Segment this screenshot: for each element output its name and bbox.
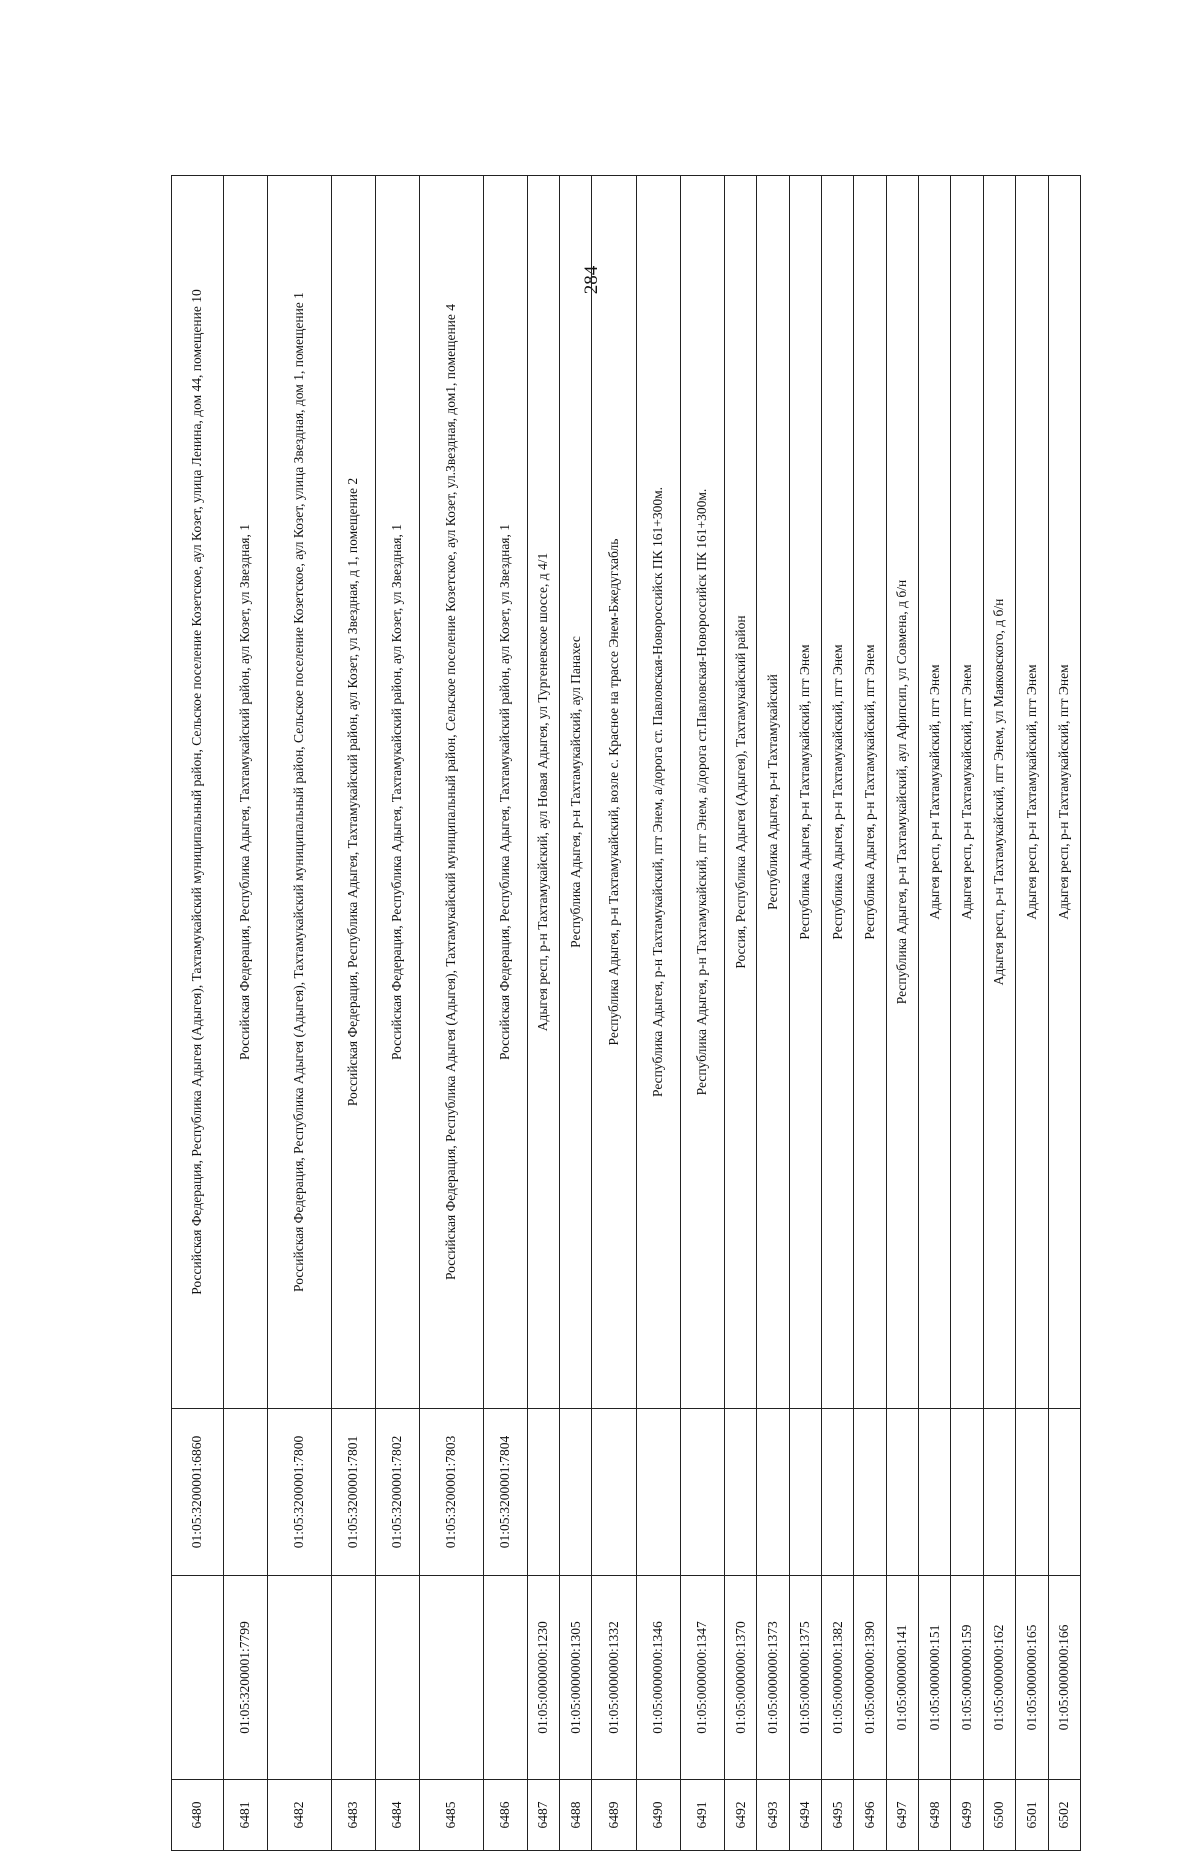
- address-cell: Адыгея респ, р-н Тахтамукайский, пгт Энем: [919, 176, 951, 1409]
- cadastral-number-cell: [419, 1576, 483, 1780]
- row-number-cell: 6496: [854, 1780, 886, 1851]
- cadastral-number-cell: 01:05:0000000:1370: [725, 1576, 757, 1780]
- parent-cadastral-number-cell: [527, 1409, 559, 1576]
- table-row: [951, 176, 983, 1851]
- table-row: [636, 176, 680, 1851]
- parent-cadastral-number-cell: [822, 1409, 854, 1576]
- address-cell: Адыгея респ, р-н Тахтамукайский, пгт Энем: [1016, 176, 1048, 1409]
- row-number-cell: 6495: [822, 1780, 854, 1851]
- cadastral-number-cell: 01:05:0000000:141: [886, 1576, 918, 1780]
- row-number-cell: 6488: [560, 1780, 592, 1851]
- row-number-cell: 6487: [527, 1780, 559, 1851]
- parent-cadastral-number-cell: [560, 1409, 592, 1576]
- address-cell: Российская Федерация, Республика Адыгея (Адыгея), Тахтамукайский муниципальный район, Сельское поселение Козетское, аул Козет, улица Ленина, дом 44, помещение 10: [172, 176, 224, 1409]
- address-cell: Адыгея респ, р-н Тахтамукайский, пгт Энем: [1048, 176, 1080, 1409]
- parent-cadastral-number-cell: [1016, 1409, 1048, 1576]
- table-row: [1016, 176, 1048, 1851]
- cadastral-number-cell: 01:05:0000000:1373: [757, 1576, 789, 1780]
- row-number-cell: 6501: [1016, 1780, 1048, 1851]
- cadastral-number-cell: 01:05:3200001:7799: [223, 1576, 267, 1780]
- table-row: [886, 176, 918, 1851]
- address-cell: Республика Адыгея, р-н Тахтамукайский: [757, 176, 789, 1409]
- table-row: [1048, 176, 1080, 1851]
- row-number-cell: 6493: [757, 1780, 789, 1851]
- row-number-cell: 6483: [331, 1780, 375, 1851]
- cadastral-number-cell: 01:05:0000000:165: [1016, 1576, 1048, 1780]
- row-number-cell: 6491: [680, 1780, 724, 1851]
- row-number-cell: 6498: [919, 1780, 951, 1851]
- parent-cadastral-number-cell: 01:05:3200001:6860: [172, 1409, 224, 1576]
- address-cell: Российская Федерация, Республика Адыгея (Адыгея), Тахтамукайский муниципальный район, Сельское поселение Козетское, аул Козет, улица Звездная, дом 1, помещение 1: [267, 176, 331, 1409]
- page-number: 284: [581, 265, 602, 295]
- table-row: [757, 176, 789, 1851]
- row-number-cell: 6502: [1048, 1780, 1080, 1851]
- address-cell: Российская Федерация, Республика Адыгея, Тахтамукайский район, аул Козет, ул Звездная, д 1, помещение 2: [331, 176, 375, 1409]
- cadastral-number-cell: 01:05:0000000:159: [951, 1576, 983, 1780]
- parent-cadastral-number-cell: [725, 1409, 757, 1576]
- parent-cadastral-number-cell: [951, 1409, 983, 1576]
- table-row: [560, 176, 592, 1851]
- row-number-cell: 6492: [725, 1780, 757, 1851]
- cadastral-number-cell: [483, 1576, 527, 1780]
- parent-cadastral-number-cell: 01:05:3200001:7803: [419, 1409, 483, 1576]
- cadastral-number-cell: 01:05:0000000:1305: [560, 1576, 592, 1780]
- table-row: [527, 176, 559, 1851]
- row-number-cell: 6482: [267, 1780, 331, 1851]
- cadastral-number-cell: 01:05:0000000:151: [919, 1576, 951, 1780]
- address-cell: Российская Федерация, Республика Адыгея, Тахтамукайский район, аул Козет, ул Звездная, 1: [375, 176, 419, 1409]
- cadastral-number-cell: [172, 1576, 224, 1780]
- row-number-cell: 6481: [223, 1780, 267, 1851]
- table-row: [983, 176, 1015, 1851]
- row-number-cell: 6486: [483, 1780, 527, 1851]
- parent-cadastral-number-cell: 01:05:3200001:7801: [331, 1409, 375, 1576]
- row-number-cell: 6499: [951, 1780, 983, 1851]
- address-cell: Российская Федерация, Республика Адыгея, Тахтамукайский район, аул Козет, ул Звездная, 1: [223, 176, 267, 1409]
- registry-table-body: [172, 176, 1081, 1851]
- table-row: [725, 176, 757, 1851]
- row-number-cell: 6494: [789, 1780, 821, 1851]
- parent-cadastral-number-cell: [789, 1409, 821, 1576]
- row-number-cell: 6489: [592, 1780, 636, 1851]
- table-row: [822, 176, 854, 1851]
- address-cell: Российская Федерация, Республика Адыгея, Тахтамукайский район, аул Козет, ул Звездная, 1: [483, 176, 527, 1409]
- parent-cadastral-number-cell: [636, 1409, 680, 1576]
- parent-cadastral-number-cell: [757, 1409, 789, 1576]
- table-row: [919, 176, 951, 1851]
- table-row: [223, 176, 267, 1851]
- table-row: [419, 176, 483, 1851]
- cadastral-number-cell: 01:05:0000000:166: [1048, 1576, 1080, 1780]
- table-row: [172, 176, 224, 1851]
- address-cell: Российская Федерация, Республика Адыгея (Адыгея), Тахтамукайский муниципальный район, Сельское поселение Козетское, аул Козет, ул.Звездная, дом1, помещение 4: [419, 176, 483, 1409]
- address-cell: Республика Адыгея, р-н Тахтамукайский, пгт Энем, а/дорога ст.Павловская-Новороссийск ПК 161+300м.: [680, 176, 724, 1409]
- address-cell: Республика Адыгея, р-н Тахтамукайский, пгт Энем, а/дорога ст. Павловская-Новороссийск ПК 161+300м.: [636, 176, 680, 1409]
- table-row: [592, 176, 636, 1851]
- cadastral-number-cell: [375, 1576, 419, 1780]
- cadastral-number-cell: 01:05:0000000:1375: [789, 1576, 821, 1780]
- address-cell: Адыгея респ, р-н Тахтамукайский, пгт Энем: [951, 176, 983, 1409]
- row-number-cell: 6480: [172, 1780, 224, 1851]
- row-number-cell: 6485: [419, 1780, 483, 1851]
- cadastral-number-cell: 01:05:0000000:1332: [592, 1576, 636, 1780]
- cadastral-number-cell: 01:05:0000000:1346: [636, 1576, 680, 1780]
- address-cell: Республика Адыгея, р-н Тахтамукайский, пгт Энем: [854, 176, 886, 1409]
- cadastral-number-cell: 01:05:0000000:1230: [527, 1576, 559, 1780]
- cadastral-number-cell: [331, 1576, 375, 1780]
- row-number-cell: 6500: [983, 1780, 1015, 1851]
- cadastral-number-cell: [267, 1576, 331, 1780]
- parent-cadastral-number-cell: [983, 1409, 1015, 1576]
- table-row: [680, 176, 724, 1851]
- cadastral-number-cell: 01:05:0000000:1382: [822, 1576, 854, 1780]
- address-cell: Республика Адыгея, р-н Тахтамукайский, возле с. Красное на трассе Энем-Бжедугхабль: [592, 176, 636, 1409]
- address-cell: Россия, Республика Адыгея (Адыгея), Тахтамукайский район: [725, 176, 757, 1409]
- table-row: [331, 176, 375, 1851]
- address-cell: Республика Адыгея, р-н Тахтамукайский, пгт Энем: [789, 176, 821, 1409]
- table-row: [267, 176, 331, 1851]
- parent-cadastral-number-cell: [919, 1409, 951, 1576]
- parent-cadastral-number-cell: [886, 1409, 918, 1576]
- address-cell: Республика Адыгея, р-н Тахтамукайский, аул Панахес: [560, 176, 592, 1409]
- row-number-cell: 6497: [886, 1780, 918, 1851]
- parent-cadastral-number-cell: 01:05:3200001:7802: [375, 1409, 419, 1576]
- parent-cadastral-number-cell: [592, 1409, 636, 1576]
- parent-cadastral-number-cell: 01:05:3200001:7804: [483, 1409, 527, 1576]
- address-cell: Адыгея респ, р-н Тахтамукайский, аул Новая Адыгея, ул Тургеневское шоссе, д 4/1: [527, 176, 559, 1409]
- registry-table-container: [171, 175, 1081, 1851]
- table-row: [854, 176, 886, 1851]
- table-row: [789, 176, 821, 1851]
- cadastral-number-cell: 01:05:0000000:1347: [680, 1576, 724, 1780]
- cadastral-number-cell: 01:05:0000000:1390: [854, 1576, 886, 1780]
- address-cell: Адыгея респ, р-н Тахтамукайский, пгт Энем, ул Маяковского, д б/н: [983, 176, 1015, 1409]
- parent-cadastral-number-cell: [680, 1409, 724, 1576]
- address-cell: Республика Адыгея, р-н Тахтамукайский, аул Афипсип, ул Совмена, д б/н: [886, 176, 918, 1409]
- parent-cadastral-number-cell: 01:05:3200001:7800: [267, 1409, 331, 1576]
- table-row: [375, 176, 419, 1851]
- table-row: [483, 176, 527, 1851]
- registry-table: [171, 175, 1081, 1851]
- parent-cadastral-number-cell: [854, 1409, 886, 1576]
- parent-cadastral-number-cell: [223, 1409, 267, 1576]
- row-number-cell: 6484: [375, 1780, 419, 1851]
- address-cell: Республика Адыгея, р-н Тахтамукайский, пгт Энем: [822, 176, 854, 1409]
- cadastral-number-cell: 01:05:0000000:162: [983, 1576, 1015, 1780]
- row-number-cell: 6490: [636, 1780, 680, 1851]
- parent-cadastral-number-cell: [1048, 1409, 1080, 1576]
